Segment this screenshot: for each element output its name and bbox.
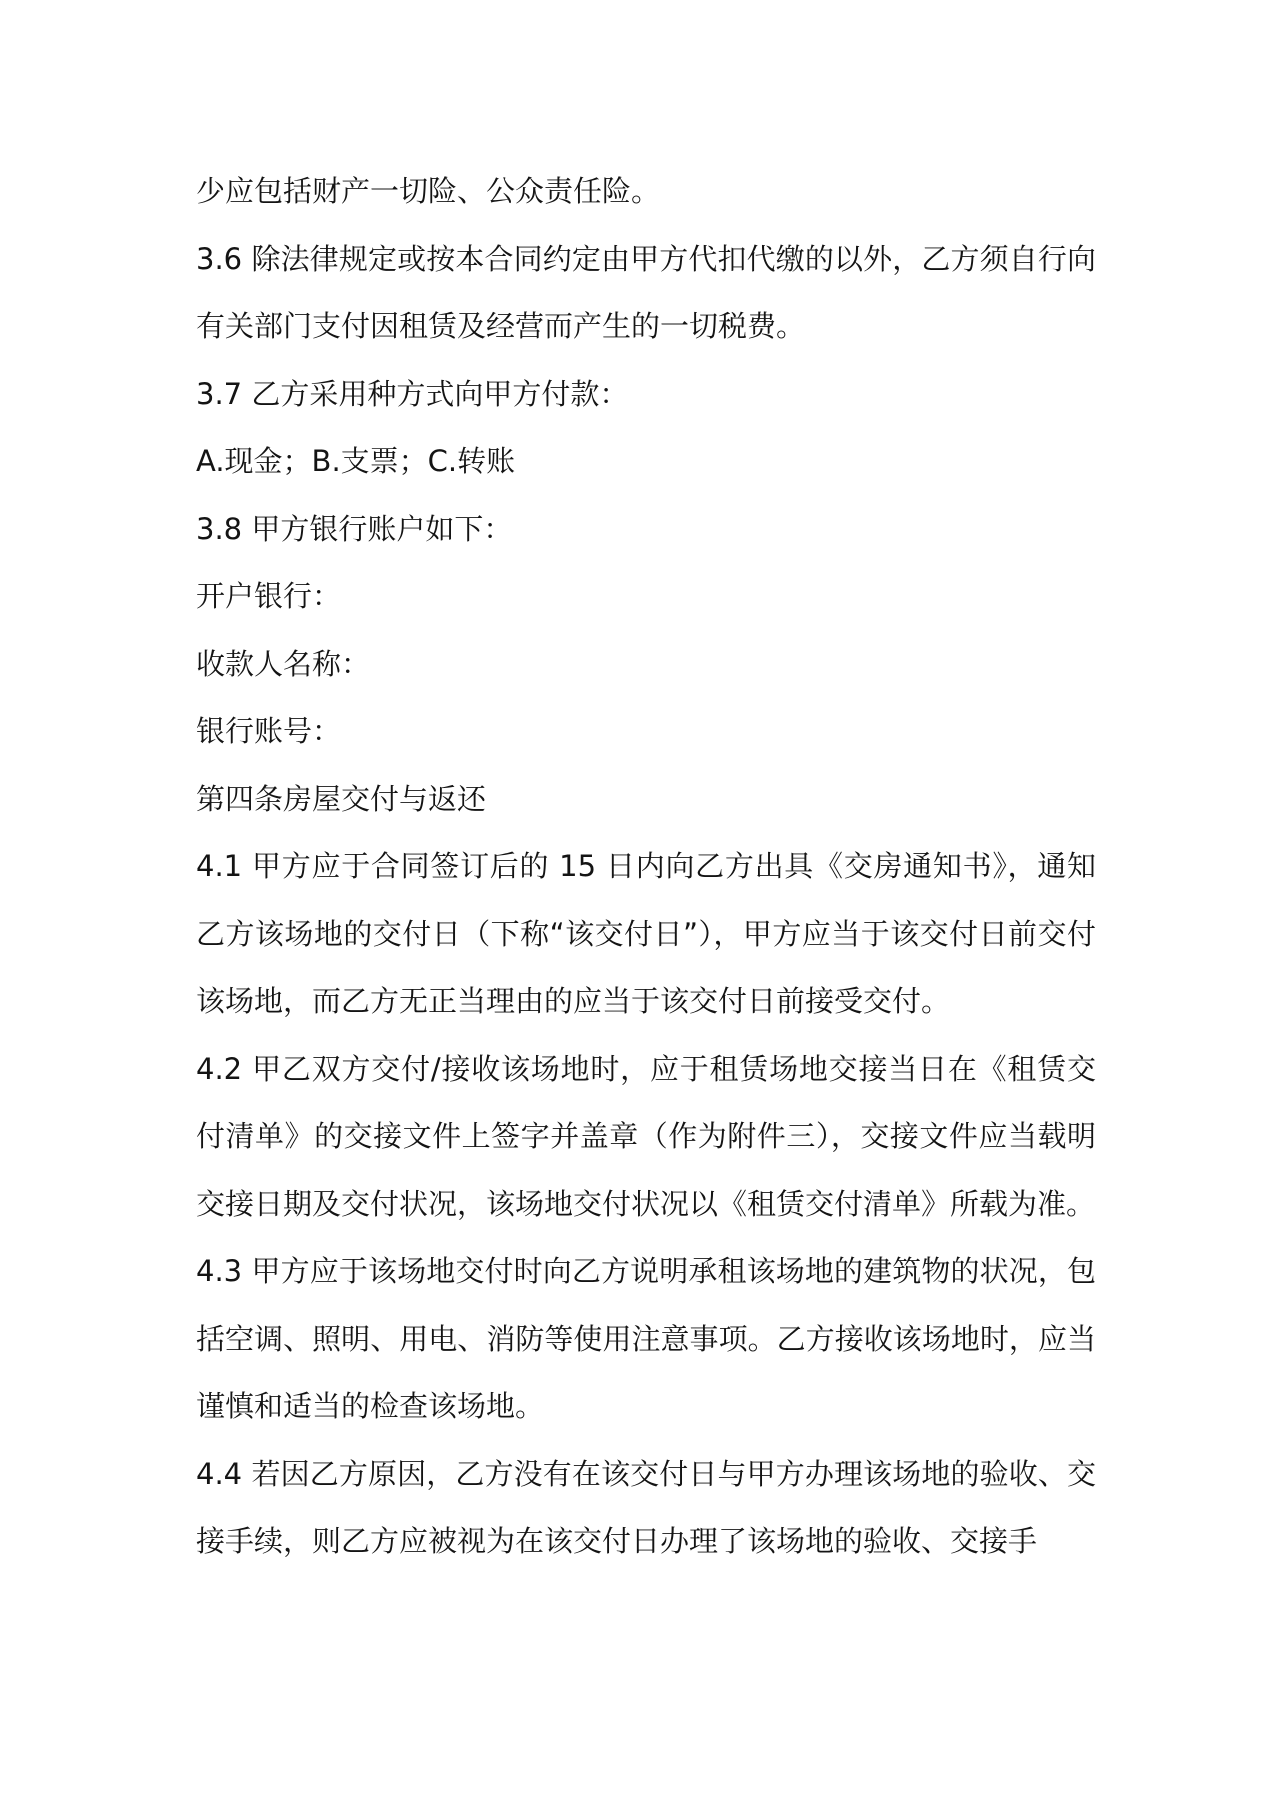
paragraph-3-8: 3.8 甲方银行账户如下： [196,511,513,546]
paragraph-insurance-tail: 少应包括财产一切险、公众责任险。 [196,174,661,208]
document-body [196,158,1096,1576]
paragraph-4-2: 4.2 甲乙双方交付/接收该场地时，应于租赁场地交接当日在《租赁交付清单》的交接文件上签字并盖章（作为附件三），交接文件应当载明交接日期及交付状况，该场地交付状况以《租赁交付清单》所载为准。 [196,1051,1096,1221]
paragraph-4-4: 4.4 若因乙方原因，乙方没有在该交付日与甲方办理该场地的验收、交接手续，则乙方应被视为在该交付日办理了该场地的验收、交接手 [196,1456,1096,1558]
field-bank-name: 开户银行： [196,579,342,613]
field-payee-name: 收款人名称： [196,646,371,681]
field-account-number: 银行账号： [196,714,342,748]
paragraph-3-7: 3.7 乙方采用种方式向甲方付款： [196,376,629,411]
paragraph-4-3: 4.3 甲方应于该场地交付时向乙方说明承租该场地的建筑物的状况，包括空调、照明、用电、消防等使用注意事项。乙方接收该场地时，应当谨慎和适当的检查该场地。 [196,1254,1096,1423]
paragraph-3-6: 3.6 除法律规定或按本合同约定由甲方代扣代缴的以外，乙方须自行向有关部门支付因租赁及经营而产生的一切税费。 [196,241,1096,343]
paragraph-4-1: 4.1 甲方应于合同签订后的 15 日内向乙方出具《交房通知书》，通知乙方该场地的交付日（下称“该交付日”），甲方应当于该交付日前交付该场地，而乙方无正当理由的应当于该交付日前接受交付。 [196,849,1096,1018]
paragraph-payment-options: A.现金；B.支票；C.转账 [196,444,516,478]
section-heading-article-4: 第四条房屋交付与返还 [196,781,487,816]
